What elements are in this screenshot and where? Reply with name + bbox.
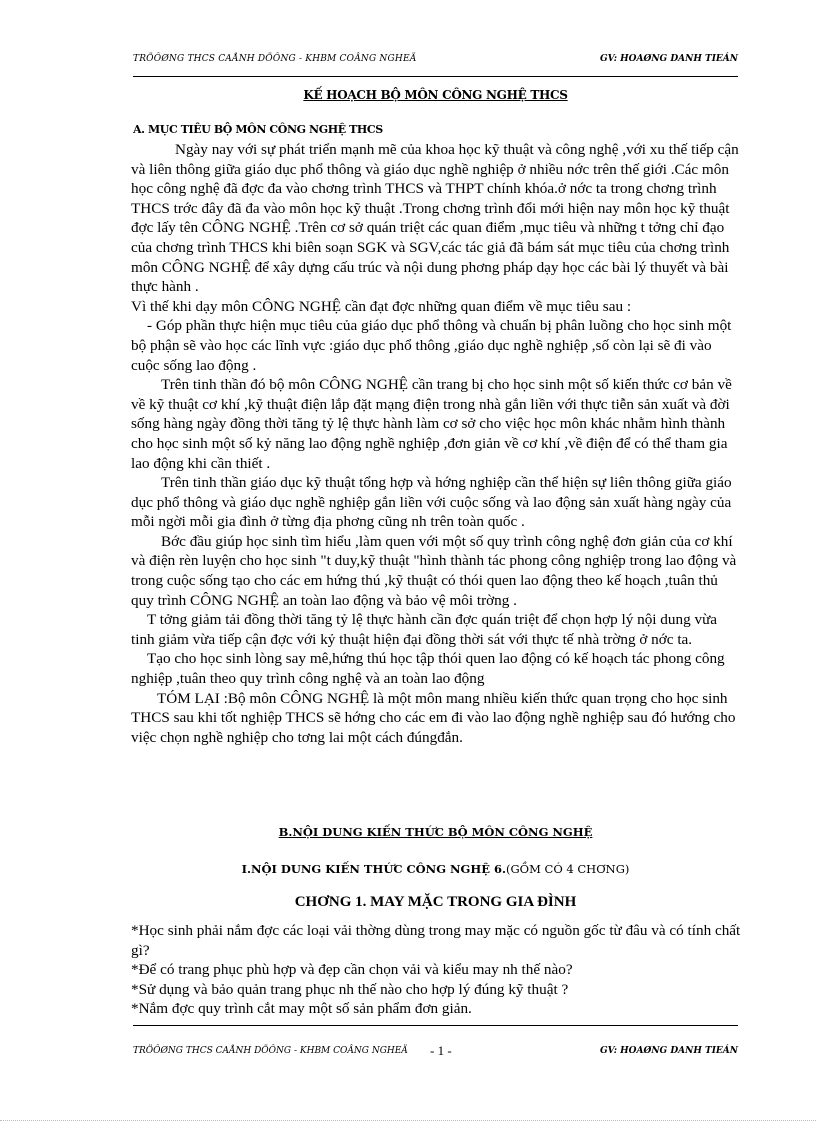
paragraph-goal-6: Tạo cho học sinh lòng say mê,hứng thú học tập thói quen lao động có kế hoạch tác phong công nghiệp ,tuân theo quy trình công nghệ và an toàn lao động [131, 650, 725, 688]
paragraph-intro: Ngày nay với sự phát triển mạnh mẽ của khoa học kỹ thuật và công nghệ ,với xu thế tiếp cận và liên thông giữa giáo dục phổ thông và giáo dục nghề nghiệp ở nhiều nớc trên thế giới .Các môn học công nghệ đã đợc đa vào chơng trình THCS và THPT chính khóa.ở nớc ta trong chơng trình THCS trớc đây đã đa vào môn học kỹ thuật .Trong chơng trình đổi mới hiện nay môn học kỹ thuật đợc lấy tên CÔNG NGHỆ .Trên cơ sở quán triệt các quan điểm ,mục tiêu và những t tởng chỉ đạo của chơng trình THCS khi biên soạn SGK và SGV,các tác giả đã bám sát mục tiêu của chơng trình môn CÔNG NGHỆ để xây dựng cấu trúc và nội dung phơng pháp dạy học các bài lý thuyết và bài thực hành . [131, 141, 739, 296]
paragraph-goals-lead: Vì thế khi dạy môn CÔNG NGHỆ cần đạt đợc những quan điểm về mục tiêu sau : [131, 297, 632, 315]
footer-school: TRÖÔØNG THCS CAÅNH DÖÔNG - KHBM COÂNG NGHEÄ [133, 1046, 408, 1056]
paragraph-goal-5: T tởng giảm tải đồng thời tăng tỷ lệ thực hành cần đợc quán triệt để chọn hợp lý nội dung vừa tinh giảm vừa tiếp cận đợc với kỷ thuật hiện đại đồng thời sát với thực tế nhà trờng ở nớc ta. [131, 611, 718, 648]
list-item: *Học sinh phải nắm đợc các loại vải thờng dùng trong may mặc có nguồn gốc từ đâu và có tính chất gì? [131, 922, 741, 959]
page-bottom-edge [0, 1120, 816, 1121]
list-item: *Sử dụng và bảo quản trang phục nh thế nào cho hợp lý đúng kỹ thuật ? [131, 980, 569, 998]
section-i-heading [133, 862, 738, 876]
paragraph-goal-1: - Góp phần thực hiện mục tiêu của giáo dục phổ thông và chuẩn bị phân luồng cho học sinh một bộ phận sẽ vào học các lĩnh vực :giáo dục phổ thông ,giáo dục nghề nghiệp ,số còn lại sẽ đi vào cuộc sống lao động . [131, 317, 732, 374]
paragraph-goal-3: Trên tinh thần giáo dục kỹ thuật tổng hợp và hớng nghiệp cần thể hiện sự liên thông giữa giáo dục phổ thông và giáo dục nghề nghiệp gắn liền với cuộc sống và lao động sản xuất hàng ngày của mỗi ngời mỗi gia đình ở từng địa phơng cũng nh trên toàn quốc . [131, 474, 732, 531]
header-teacher: GV: HOAØNG DANH TIEÁN [599, 54, 738, 64]
page-header [133, 52, 738, 68]
paragraph-goal-2: Trên tinh thần đó bộ môn CÔNG NGHỆ cần trang bị cho học sinh một số kiến thức cơ bản về về kỹ thuật cơ khí ,kỹ thuật điện lắp đặt mạng điện trong nhà gắn liền với thực tiễn sản xuất và đời sống hàng ngày đồng thời tăng tỷ lệ thực hành làm cơ sở cho việc học môn khác nhằm hình thành cho học sinh một số kỷ năng lao động nghề nghiệp ,đơn giản về cơ khí ,về điện để có thể tham gia lao động khi cần thiết . [131, 376, 732, 472]
body-text [131, 140, 743, 747]
list-item: *Để có trang phục phù hợp và đẹp cần chọn vải và kiểu may nh thế nào? [131, 961, 573, 979]
chapter-heading: CHƠNG 1. MAY MẶC TRONG GIA ĐÌNH [294, 894, 577, 910]
paragraph-summary: TÓM LẠI :Bộ môn CÔNG NGHỆ là một môn mang nhiều kiến thức quan trọng cho học sinh THCS sau khi tốt nghiệp THCS sẽ hớng cho các em đi vào lao động nghề nghiệp sau đó hướng cho việc chọn nghề nghiệp cho tơng lai một cách đúngđắn. [131, 689, 736, 746]
paragraph-goal-4: Bớc đầu giúp học sinh tìm hiểu ,làm quen với một số quy trình công nghệ đơn giản của cơ khí và điện rèn luyện cho học sinh "t duy,kỹ thuật "hình thành tác phong công nghiệp trong lao động và trong cuộc sống tạo cho các em hứng thú ,kỹ thuật có thói quen lao động theo kế hoạch ,tuân thủ quy trình CÔNG NGHỆ an toàn lao động và bảo vệ môi trờng . [131, 532, 737, 609]
list-item: *Nắm đợc quy trình cắt may một số sản phẩm đơn giản. [131, 1000, 472, 1018]
page-number: - 1 - [430, 1043, 452, 1058]
section-a-heading: A. MỤC TIÊU BỘ MÔN CÔNG NGHỆ THCS [133, 123, 383, 136]
page-footer [133, 1043, 738, 1059]
footer-teacher: GV: HOAØNG DANH TIEÁN [599, 1046, 738, 1056]
header-rule [133, 76, 738, 77]
section-b-heading: B.NỘI DUNG KIẾN THỨC BỘ MÔN CÔNG NGHỆ [278, 825, 593, 839]
section-i-title: I.NỘI DUNG KIẾN THỨC CÔNG NGHỆ 6. [241, 862, 506, 876]
question-list [131, 921, 743, 1019]
section-i-note: (GỒM CÓ 4 CHƠNG) [506, 862, 630, 876]
header-school: TRÖÔØNG THCS CAÅNH DÖÔNG - KHBM COÂNG NGHEÄ [133, 54, 417, 64]
document-title: KẾ HOẠCH BỘ MÔN CÔNG NGHỆ THCS [303, 88, 568, 102]
footer-rule [133, 1025, 738, 1026]
